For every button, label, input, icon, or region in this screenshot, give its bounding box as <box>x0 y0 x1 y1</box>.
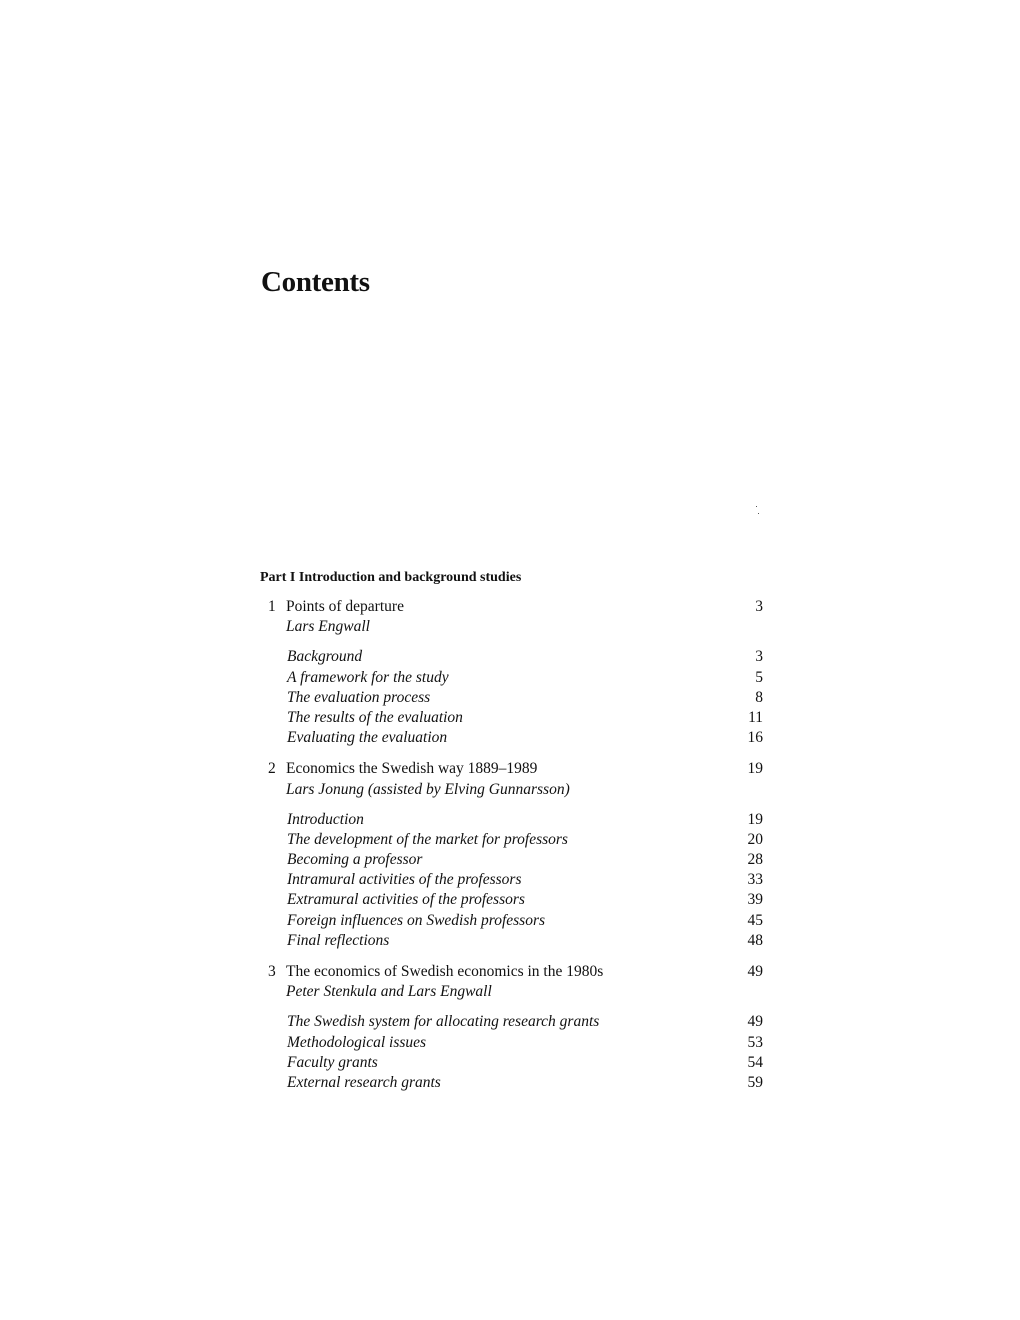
chapter-author: Lars Jonung (assisted by Elving Gunnarsson) <box>286 780 570 798</box>
section-entry[interactable] <box>260 931 763 951</box>
chapter-1 <box>260 597 763 748</box>
page-number: 33 <box>747 871 763 889</box>
page-number: 11 <box>748 708 763 726</box>
chapter-title: Points of departure <box>286 598 404 615</box>
page-number: 19 <box>747 760 763 778</box>
section-entry[interactable] <box>260 647 763 667</box>
page-number: 39 <box>747 891 763 909</box>
section-title: Introduction <box>287 810 364 828</box>
chapter-title: Economics the Swedish way 1889–1989 <box>286 760 538 778</box>
page-number: 3 <box>755 648 763 666</box>
page-number: 28 <box>747 851 763 869</box>
section-entry[interactable] <box>260 728 763 748</box>
section-entry[interactable] <box>260 850 763 870</box>
section-title: Evaluating the evaluation <box>287 729 448 747</box>
page-number: 59 <box>747 1073 763 1091</box>
section-title: Intramural activities of the professors <box>287 871 522 889</box>
section-entry[interactable] <box>260 708 763 728</box>
page-number: 49 <box>747 963 763 980</box>
section-title: External research grants <box>287 1073 441 1091</box>
section-title: The evaluation process <box>287 688 431 706</box>
section-title: Final reflections <box>287 931 390 949</box>
part-heading: Part I Introduction and background studies <box>260 570 522 585</box>
section-title: The development of the market for professors <box>287 830 568 848</box>
chapter-3 <box>260 962 763 1093</box>
page-number: 54 <box>747 1053 763 1071</box>
chapter-author: Lars Engwall <box>286 618 370 636</box>
section-title: Faculty grants <box>287 1053 378 1071</box>
chapter-entry[interactable] <box>260 597 763 617</box>
scan-speck <box>756 506 757 507</box>
chapter-number: 3 <box>268 963 276 980</box>
page-number: 16 <box>747 729 763 747</box>
section-title: Becoming a professor <box>287 851 423 869</box>
section-entry[interactable] <box>260 1053 763 1073</box>
page-number: 3 <box>755 598 763 615</box>
page-title: Contents <box>261 266 370 298</box>
page-number: 45 <box>747 911 763 929</box>
chapter-number: 2 <box>268 760 276 778</box>
section-entry[interactable] <box>260 911 763 931</box>
section-entry[interactable] <box>260 688 763 708</box>
section-entry[interactable] <box>260 1033 763 1053</box>
page-number: 53 <box>747 1033 763 1051</box>
chapter-entry[interactable] <box>260 962 763 982</box>
scan-speck <box>758 513 759 514</box>
page-number: 5 <box>755 668 763 686</box>
section-title: Extramural activities of the professors <box>287 891 525 909</box>
chapter-2 <box>260 759 763 951</box>
chapter-number: 1 <box>268 598 276 615</box>
section-entry[interactable] <box>260 870 763 890</box>
section-title: The Swedish system for allocating research grants <box>287 1013 600 1031</box>
chapter-author: Peter Stenkula and Lars Engwall <box>286 983 492 1001</box>
section-entry[interactable] <box>260 1012 763 1032</box>
section-entry[interactable] <box>260 890 763 910</box>
page-number: 48 <box>747 931 763 949</box>
page-number: 49 <box>747 1013 763 1031</box>
page-number: 20 <box>747 830 763 848</box>
chapter-title: The economics of Swedish economics in the 1980s <box>286 963 604 980</box>
page-number: 8 <box>755 688 763 706</box>
section-entry[interactable] <box>260 810 763 830</box>
table-of-contents <box>260 597 763 1093</box>
chapter-entry[interactable] <box>260 759 763 779</box>
section-entry[interactable] <box>260 830 763 850</box>
section-title: Methodological issues <box>287 1033 427 1051</box>
section-entry[interactable] <box>260 1073 763 1093</box>
page-number: 19 <box>747 810 763 828</box>
section-title: The results of the evaluation <box>287 708 463 726</box>
section-title: Foreign influences on Swedish professors <box>287 911 546 929</box>
section-entry[interactable] <box>260 668 763 688</box>
section-title: Background <box>287 648 363 666</box>
section-title: A framework for the study <box>287 668 449 686</box>
